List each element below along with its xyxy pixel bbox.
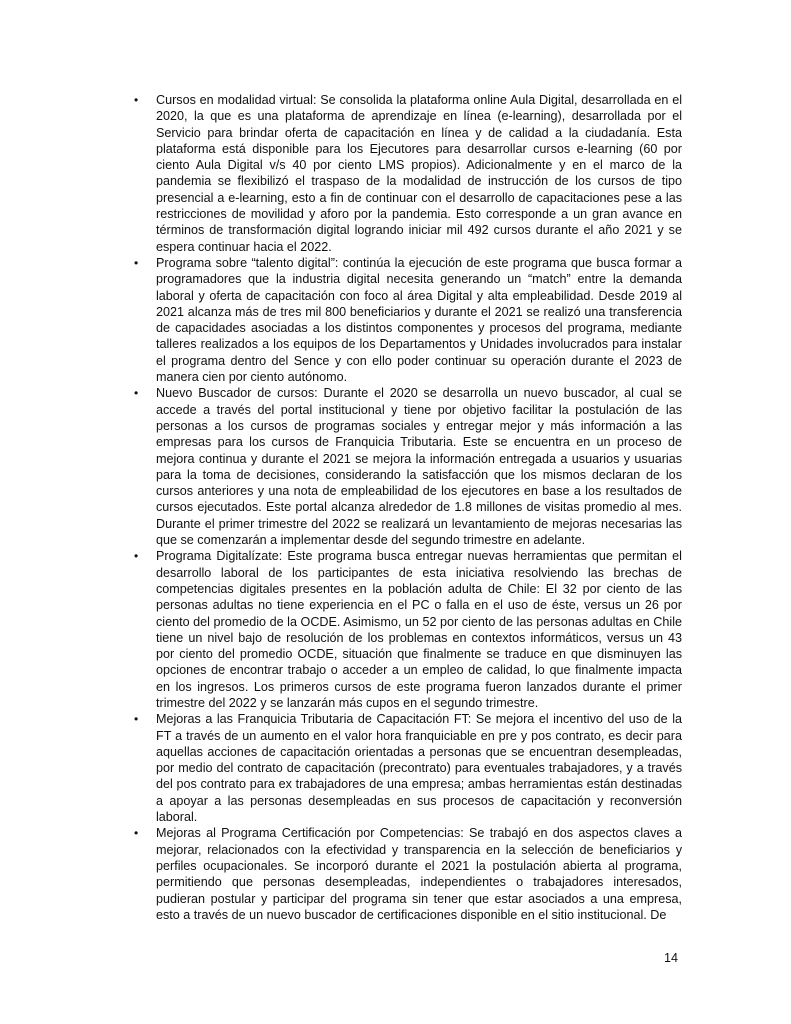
page-number: 14 — [664, 951, 679, 965]
bullet-list — [134, 92, 682, 923]
bullet-item-certificacion-competencias — [134, 825, 682, 923]
bullet-icon: • — [134, 93, 139, 107]
bullet-text: Programa Digitalízate: Este programa busca entregar nuevas herramientas que permitan el desarrollo laboral de los participantes de esta iniciativa resolviendo las brechas de competencias digitales presentes en la población adulta de Chile: El 32 por ciento de las personas adultas no tiene experiencia en el PC o falla en el uso de éste, versus un 26 por ciento del promedio de la OCDE. Asimismo, un 52 por ciento de las personas adultas en Chile tiene un nivel bajo de resolución de los problemas en contextos informáticos, versus un 43 por ciento del promedio OCDE, situación que finalmente se traduce en que disminuyen las opciones de encontrar trabajo o acceder a un empleo de calidad, lo que finalmente impacta en los ingresos. Los primeros cursos de este programa fueron lanzados durante el primer trimestre del 2022 y se lanzarán más cupos en el segundo trimestre. — [156, 549, 682, 710]
bullet-item-cursos-virtual — [134, 92, 682, 255]
bullet-text: Mejoras al Programa Certificación por Competencias: Se trabajó en dos aspectos claves a mejorar, relacionados con la efectividad y transparencia en la selección de beneficiarios y perfiles ocupacionales. Se incorporó durante el 2021 la postulación abierta al programa, permitiendo que personas desempleadas, independientes o trabajadores interesados, pudieran postular y participar del programa sin tener que estar asociados a una empresa, esto a través de un nuevo buscador de certificaciones disponible en el sitio institucional. De — [156, 826, 682, 922]
bullet-icon: • — [134, 386, 139, 401]
bullet-item-buscador-cursos — [134, 385, 682, 548]
bullet-item-digitalizate — [134, 548, 682, 711]
bullet-item-talento-digital — [134, 255, 682, 385]
bullet-icon: • — [134, 255, 139, 270]
bullet-item-franquicia-tributaria — [134, 711, 682, 825]
document-body — [134, 92, 682, 923]
bullet-text: Nuevo Buscador de cursos: Durante el 2020 se desarrolla un nuevo buscador, al cual se accede a través del portal institucional y tiene por objetivo facilitar la postulación de las personas a los cursos de programas sociales y entregar mejor y más información a las empresas para los cursos de Franquicia Tributaria. Este se encuentra en un proceso de mejora continua y durante el 2021 se mejora la información entregada a usuarios y usuarias para la toma de decisiones, considerando la satisfacción que los mismos declaran de los cursos anteriores y una nota de empleabilidad de los ejecutores en base a los resultados de cursos ejecutados. Este portal alcanza alrededor de 1.8 millones de visitas promedio al mes. Durante el primer trimestre del 2022 se realizará un levantamiento de mejoras necesarias las que se comenzarán a implementar desde del segundo trimestre en adelante. — [156, 386, 682, 548]
bullet-icon: • — [134, 712, 139, 727]
bullet-text: Cursos en modalidad virtual: Se consolida la plataforma online Aula Digital, desarrollada en el 2020, la que es una plataforma de aprendizaje en línea (e-learning), desarrollada por el Servicio para brindar oferta de capacitación en línea y de calidad a la ciudadanía. Esta plataforma está disponible para los Ejecutores para desarrollar cursos e-learning (60 por ciento Aula Digital v/s 40 por ciento LMS propios). Adicionalmente y en el marco de la pandemia se flexibilizó el traspaso de la modalidad de instrucción de los cursos de tipo presencial a e-learning, esto a fin de continuar con el desarrollo de capacitaciones pese a las restricciones de movilidad y aforo por la pandemia. Esto corresponde a un gran avance en términos de transformación digital logrando iniciar mil 492 cursos durante el año 2021 y se espera continuar hacia el 2022. — [156, 93, 682, 254]
bullet-text: Programa sobre “talento digital”: continúa la ejecución de este programa que busca formar a programadores que la industria digital necesita generando un “match” entre la demanda laboral y oferta de capacitación con foco al área Digital y alta empleabilidad. Desde 2019 al 2021 alcanza más de tres mil 800 beneficiarios y durante el 2021 se realizó una transferencia de capacidades asociadas a los distintos componentes y procesos del programa, mediante talleres realizados a los equipos de los Departamentos y Unidades involucrados para instalar el programa dentro del Sence y con ello poder continuar su operación durante el 2023 de manera cien por ciento autónomo. — [156, 255, 682, 385]
bullet-icon: • — [134, 549, 139, 564]
bullet-text: Mejoras a las Franquicia Tributaria de Capacitación FT: Se mejora el incentivo del uso de la FT a través de un aumento en el valor hora franquiciable en pre y pos contrato, es decir para aquellas acciones de capacitación orientadas a personas que se encuentran desempleadas, por medio del contrato de capacitación (precontrato) para eventuales trabajadores, y a través del pos contrato para ex trabajadores de una empresa; ambas herramientas están destinadas a apoyar a las personas desempleadas en sus procesos de capacitación y reconversión laboral. — [156, 712, 682, 825]
bullet-icon: • — [134, 826, 139, 841]
